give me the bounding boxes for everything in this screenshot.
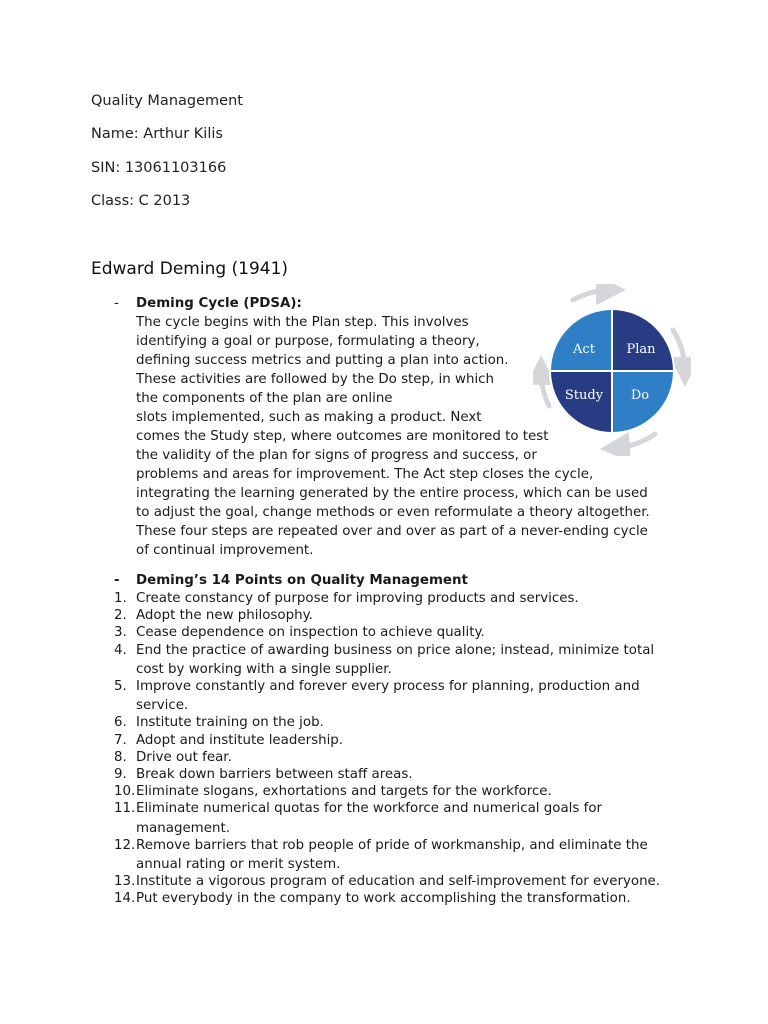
item-text: Adopt and institute leadership. [136, 732, 344, 748]
paragraph-line: The cycle begins with the Plan step. This involves [136, 315, 469, 330]
arrow-bottom [615, 434, 655, 448]
item-text: Cease dependence on inspection to achieve quality. [136, 625, 485, 641]
item-number: 6. [114, 715, 127, 731]
item-text-continued: cost by working with a single supplier. [136, 661, 392, 677]
paragraph-line: slots implemented, such as making a product. Next [136, 410, 482, 425]
student-sin: SIN: 13061103166 [91, 160, 227, 176]
list-item [114, 837, 694, 873]
label-do: Do [630, 388, 650, 403]
paragraph-line: comes the Study step, where outcomes are monitored to test [136, 429, 549, 444]
pdsa-title: Deming Cycle (PDSA): [136, 296, 302, 311]
paragraph-line: the components of the plan are online [136, 391, 393, 406]
list-item [114, 642, 694, 678]
list-item [114, 624, 694, 641]
item-text: Remove barriers that rob people of pride of workmanship, and eliminate the [136, 837, 648, 853]
student-class: Class: C 2013 [91, 193, 191, 209]
item-number: 11. [114, 801, 136, 817]
list-item [114, 607, 694, 624]
bullet-dash: - [114, 296, 119, 311]
paragraph-line: These four steps are repeated over and over as part of a never-ending cycle [136, 524, 648, 539]
item-number: 13. [114, 874, 136, 890]
paragraph-line: to adjust the goal, change methods or even reformulate a theory altogether. [136, 505, 650, 520]
item-text: End the practice of awarding business on price alone; instead, minimize total [136, 642, 655, 658]
item-text: Improve constantly and forever every process for planning, production and [136, 679, 640, 695]
item-text: Drive out fear. [136, 749, 232, 765]
list-item [114, 783, 694, 800]
arrow-top [573, 290, 611, 300]
item-number: 3. [114, 625, 127, 641]
label-plan: Plan [626, 342, 656, 357]
item-number: 2. [114, 608, 127, 624]
item-text: Eliminate numerical quotas for the workforce and numerical goals for [136, 801, 603, 817]
item-number: 12. [114, 837, 136, 853]
paragraph-line: problems and areas for improvement. The Act step closes the cycle, [136, 467, 594, 482]
paragraph-line: defining success metrics and putting a plan into action. [136, 353, 509, 368]
quadrant-act [550, 309, 612, 371]
list-item [114, 873, 694, 890]
item-text: Eliminate slogans, exhortations and targets for the workforce. [136, 784, 552, 800]
item-text-continued: annual rating or merit system. [136, 857, 341, 873]
item-number: 4. [114, 642, 127, 658]
paragraph-line: integrating the learning generated by the entire process, which can be used [136, 486, 648, 501]
points-title: Deming’s 14 Points on Quality Management [136, 573, 468, 588]
list-item [114, 714, 694, 731]
quadrant-plan [612, 309, 674, 371]
list-item [114, 678, 694, 714]
label-study: Study [564, 388, 604, 403]
list-item [114, 732, 694, 749]
course-title: Quality Management [91, 93, 243, 109]
item-number: 14. [114, 891, 136, 907]
item-number: 7. [114, 732, 127, 748]
list-item [114, 890, 694, 907]
item-number: 10. [114, 784, 136, 800]
paragraph-line: of continual improvement. [136, 543, 314, 558]
item-text: Create constancy of purpose for improving products and services. [136, 591, 579, 606]
item-number: 1. [114, 591, 127, 606]
item-number: 5. [114, 679, 127, 695]
pdsa-cycle-diagram [533, 284, 691, 456]
list-item [114, 766, 694, 783]
list-item [114, 800, 694, 836]
item-text-continued: service. [136, 698, 189, 714]
fourteen-points-list [114, 590, 694, 908]
list-item [114, 749, 694, 766]
item-text: Institute training on the job. [136, 715, 324, 731]
item-number: 9. [114, 767, 127, 783]
paragraph-line: the validity of the plan for signs of progress and success, or [136, 448, 537, 463]
item-text-continued: management. [136, 820, 230, 836]
student-name: Name: Arthur Kilis [91, 126, 223, 142]
list-item [114, 590, 694, 607]
arrow-left [541, 370, 549, 406]
paragraph-line: These activities are followed by the Do step, in which [136, 372, 495, 387]
item-text: Adopt the new philosophy. [136, 608, 313, 624]
paragraph-line: identifying a goal or purpose, formulating a theory, [136, 334, 480, 349]
section-heading: Edward Deming (1941) [91, 259, 289, 279]
item-text: Institute a vigorous program of education and self-improvement for everyone. [136, 874, 661, 890]
item-text: Put everybody in the company to work accomplishing the transformation. [136, 891, 631, 907]
bullet-dash: - [114, 573, 120, 588]
label-act: Act [573, 342, 595, 357]
item-text: Break down barriers between staff areas. [136, 767, 413, 783]
item-number: 8. [114, 749, 127, 765]
